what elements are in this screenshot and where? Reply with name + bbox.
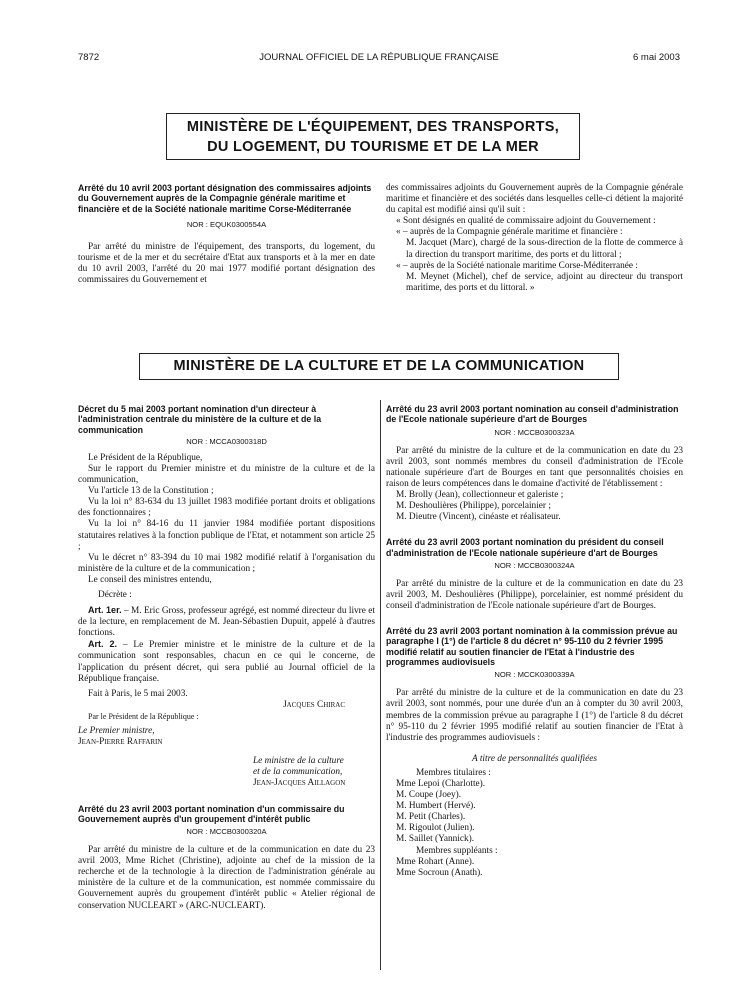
decret-article-2-label: Art. 2. bbox=[88, 639, 118, 650]
decret-title: Décret du 5 mai 2003 portant nomination d'un directeur à l'administration centrale du ministère de la culture et de la communication bbox=[78, 404, 322, 435]
column-divider bbox=[380, 400, 381, 970]
arrete-conseil-member-3: M. Dieutre (Vincent), cinéaste et réalisateur. bbox=[396, 512, 561, 523]
decret-nor: NOR : MCCA0300318D bbox=[186, 436, 267, 446]
list-item: M. Petit (Charles). bbox=[396, 812, 466, 823]
arrete-commission-nor: NOR : MCCK0300339A bbox=[494, 670, 575, 680]
decret-line-7: Le conseil des ministres entendu, bbox=[88, 574, 212, 585]
arrete-designation-para1: Par arrêté du ministre de l'équipement, des transports, du logement, du tourisme et de la mer et du secrétaire d'Etat aux transports et à la mer en date du 10 avril 2003, l'arrêté du 20 mai 1977 modifié portant désignation des commissaires du Gouvernement et bbox=[78, 241, 375, 286]
ministry-heading-line-1: MINISTÈRE DE L'ÉQUIPEMENT, DES TRANSPORTS, bbox=[186, 119, 560, 135]
arrete-designation-item2-detail: M. Meynet (Michel), chef de service, adjoint au directeur du transport maritime, des ports et du littoral. » bbox=[406, 271, 683, 293]
ministry-heading-equipement bbox=[166, 113, 580, 160]
decret-fait: Fait à Paris, le 5 mai 2003. bbox=[88, 688, 188, 699]
decret-signature-pm: Jean-Pierre Raffarin bbox=[78, 737, 163, 748]
arrete-commission-para: Par arrêté du ministre de la culture et de la communication en date du 23 avril 2003, sont nommés, pour une durée d'un an à compter du 30 avril 2003, membres de la commission prévue au paragraphe I (1°) de l'article 8 du décret n° 95-110 du 2 février 1995 modifié relatif au soutien financier de l'Etat à l'industrie des programmes audiovisuels : bbox=[386, 688, 683, 743]
list-item: Mme Socroun (Anath). bbox=[396, 867, 483, 878]
arrete-designation-item1-detail: M. Jacquet (Marc), chargé de la sous-direction de la flotte de commerce à la direction du transport maritime, des ports et du littoral ; bbox=[406, 238, 683, 260]
arrete-commission-title: Arrêté du 23 avril 2003 portant nomination à la commission prévue au paragraphe I (1°) de l'article 8 du décret n° 95-110 du 2 février 1995 modifié relatif au soutien financier de l'Etat à l'industrie des programmes audiovisuels bbox=[386, 626, 678, 668]
arrete-commission-suppleants-list bbox=[386, 857, 683, 879]
journal-title: JOURNAL OFFICIEL DE LA RÉPUBLIQUE FRANÇAISE bbox=[259, 52, 499, 63]
arrete-president-para: Par arrêté du ministre de la culture et de la communication en date du 23 avril 2003, M. Deshoulières (Philippe), porcelainier, est nommé président du conseil d'administration de l'Ecole nationale supérieure d'art de Bourges. bbox=[386, 578, 683, 612]
arrete-designation-title: Arrêté du 10 avril 2003 portant désignation des commissaires adjoints du Gouvernement auprès de la Compagnie générale maritime et financière et de la Société nationale maritime Corse-Méditerranée bbox=[78, 183, 372, 214]
list-item: M. Humbert (Hervé). bbox=[396, 801, 476, 812]
decret-line-3: Vu l'article 13 de la Constitution ; bbox=[88, 486, 214, 497]
decret-decrete: Décrète : bbox=[98, 590, 132, 601]
decret-line-5: Vu la loi n° 84-16 du 11 janvier 1984 modifiée portant dispositions statutaires relatives à la fonction publique de l'Etat, et notamment son article 25 ; bbox=[78, 519, 375, 552]
decret-line-4: Vu la loi n° 83-634 du 13 juillet 1983 modifiée portant droits et obligations des fonctionnaires ; bbox=[78, 497, 375, 519]
arrete-commission-suppleants-label: Membres suppléants : bbox=[416, 845, 498, 856]
decret-premier-ministre: Le Premier ministre, bbox=[78, 726, 155, 737]
arrete-president-nor: NOR : MCCB0300324A bbox=[494, 560, 575, 570]
decret-line-2: Sur le rapport du Premier ministre et du ministre de la culture et de la communication, bbox=[78, 463, 375, 486]
decret-article-2-text: – Le Premier ministre et le ministre de la culture et de la communication sont responsables, chacun en ce qui le concerne, de l'application du présent décret, qui sera publié au Journal officiel de la République française. bbox=[78, 640, 375, 684]
issue-date: 6 mai 2003 bbox=[632, 52, 680, 63]
arrete-conseil-member-2: M. Deshoulières (Philippe), porcelainier ; bbox=[396, 501, 551, 512]
arrete-conseil-nor: NOR : MCCB0300323A bbox=[494, 427, 575, 437]
arrete-designation-para3: « Sont désignés en qualité de commissaire adjoint du Gouvernement : bbox=[396, 216, 656, 227]
decret-ministre-culture-1: Le ministre de la culture bbox=[253, 756, 344, 767]
list-item: Mme Rohart (Anne). bbox=[396, 856, 475, 867]
decret-article-1-label: Art. 1er. bbox=[88, 605, 122, 616]
arrete-designation-left bbox=[78, 183, 375, 286]
list-item: Mme Lepoi (Charlotte). bbox=[396, 778, 486, 789]
arrete-designation-item2: « – auprès de la Société nationale maritime Corse-Méditerranée : bbox=[396, 260, 638, 271]
ministry-heading-culture-line: MINISTÈRE DE LA CULTURE ET DE LA COMMUNICATION bbox=[173, 358, 585, 374]
arrete-conseil-member-1: M. Brolly (Jean), collectionneur et galeriste ; bbox=[396, 489, 564, 500]
decret-line-6: Vu le décret n° 83-394 du 10 mai 1982 modifié relatif à l'organisation du ministère de la culture et de la communication ; bbox=[78, 552, 375, 574]
arrete-nucleart-para: Par arrêté du ministre de la culture et de la communication en date du 23 avril 2003, Mme Richet (Christine), adjointe au chef de la mission de la recherche et de la technologie à la direction de l'administration générale au ministère de la culture et de la communication, est nommée commissaire du Gouvernement auprès du groupement d'intérêt public « Atelier régional de conservation NUCLEART » (ARC-NUCLEART). bbox=[78, 845, 375, 911]
arrete-president-title: Arrêté du 23 avril 2003 portant nomination du président du conseil d'administration de l'Ecole nationale supérieure d'art de Bourges bbox=[386, 537, 664, 558]
decret-article-1-text: – M. Eric Gross, professeur agrégé, est nommé directeur du livre et de la lecture, en remplacement de M. Jean-Sébastien Dupuit, appelé à d'autres fonctions. bbox=[78, 606, 375, 639]
arrete-commission-titulaires-list bbox=[386, 779, 683, 846]
ministry-heading-line-2: DU LOGEMENT, DU TOURISME ET DE LA MER bbox=[207, 139, 539, 155]
arrete-designation-para2: des commissaires adjoints du Gouvernement auprès de la Compagnie générale maritime et financière et des sociétés dans lesquelles celle-ci détient la majorité du capital est modifié ainsi qu'il suit : bbox=[386, 183, 683, 216]
decret-par-le-president: Par le Président de la République : bbox=[88, 711, 199, 721]
page-number: 7872 bbox=[78, 52, 100, 63]
arrete-designation-nor: NOR : EQUK0300554A bbox=[186, 219, 267, 229]
decret-nomination-directeur bbox=[78, 404, 375, 912]
page-header bbox=[78, 52, 680, 66]
arrete-commission-titulaires-label: Membres titulaires : bbox=[416, 767, 491, 778]
culture-right-column bbox=[386, 404, 683, 879]
arrete-designation-item1: « – auprès de la Compagnie générale maritime et financière : bbox=[396, 227, 623, 238]
decret-signature-ministre: Jean-Jacques Aillagon bbox=[253, 778, 346, 789]
list-item: M. Saillet (Yannick). bbox=[396, 834, 475, 845]
arrete-nucleart-title: Arrêté du 23 avril 2003 portant nomination d'un commissaire du Gouvernement auprès d'un groupement d'intérêt public bbox=[78, 803, 345, 824]
decret-article-2 bbox=[78, 639, 375, 684]
arrete-conseil-title: Arrêté du 23 avril 2003 portant nomination au conseil d'administration de l'Ecole nationale supérieure d'art de Bourges bbox=[386, 404, 679, 425]
arrete-commission-subtitle: A titre de personnalités qualifiées bbox=[472, 753, 597, 764]
arrete-nucleart-nor: NOR : MCCB0300320A bbox=[186, 827, 267, 837]
list-item: M. Rigoulot (Julien). bbox=[396, 823, 475, 834]
decret-article-1 bbox=[78, 605, 375, 639]
decret-line-1: Le Président de la République, bbox=[88, 452, 203, 463]
ministry-heading-culture bbox=[139, 353, 619, 380]
decret-ministre-culture-2: et de la communication, bbox=[253, 767, 343, 778]
list-item: M. Coupe (Joey). bbox=[396, 790, 462, 801]
arrete-conseil-para: Par arrêté du ministre de la culture et de la communication en date du 23 avril 2003, sont nommés membres du conseil d'administration de l'Ecole nationale supérieure d'art de Bourges en tant que personnalités choisies en raison de leurs compétences dans le domaine d'activité de l'établissement : bbox=[386, 445, 683, 489]
arrete-designation-right bbox=[386, 183, 683, 294]
decret-signature-president: Jacques Chirac bbox=[283, 699, 345, 710]
